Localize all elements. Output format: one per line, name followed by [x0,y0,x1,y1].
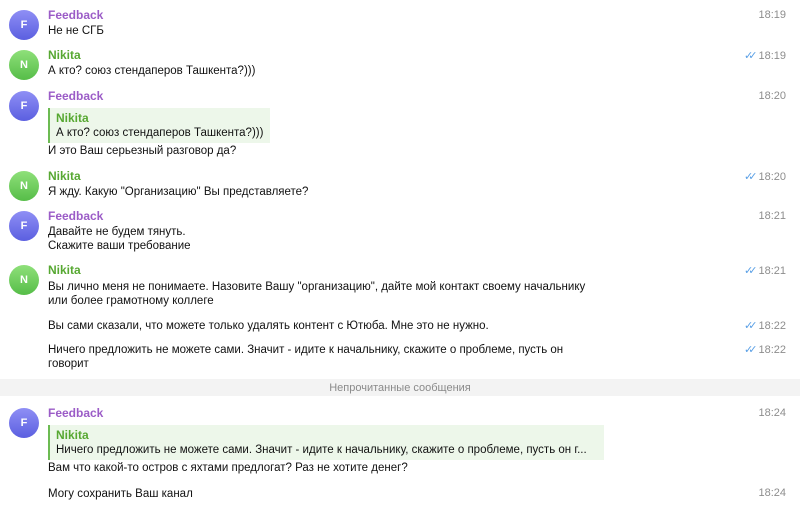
sender-name[interactable]: Feedback [48,406,104,420]
message-time [758,407,786,419]
message-time [758,487,786,499]
message-time [758,210,786,222]
sender-name[interactable]: Feedback [48,209,104,223]
time-value: 18:21 [758,264,786,277]
sender-name[interactable]: Feedback [48,8,104,22]
time-value: 18:22 [758,319,786,332]
unread-divider: Непрочитанные сообщения [0,379,800,396]
quote-sender: Nikita [56,428,89,442]
time-value: 18:24 [758,407,786,419]
message-text: Вы сами сказали, что можете только удалять контент с Ютюба. Мне это не нужно. [48,320,489,332]
double-check-icon: ✓✓ [744,320,753,332]
avatar[interactable]: F [9,91,39,121]
reply-quote[interactable] [48,108,270,143]
message-time [744,49,786,62]
double-check-icon: ✓✓ [744,50,753,62]
message-text: или более грамотному коллеге [48,295,214,307]
time-value: 18:21 [758,210,786,222]
avatar[interactable]: F [9,211,39,241]
message-text: Вы лично меня не понимаете. Назовите Вашу "организацию", дайте мой контакт своему начальнику [48,281,586,293]
quote-text: Ничего предложить не можете сами. Значит - идите к начальнику, скажите о проблеме, пусть он г... [56,444,587,456]
avatar[interactable]: F [9,408,39,438]
message-text: говорит [48,358,89,370]
message-text: И это Ваш серьезный разговор да? [48,145,237,157]
sender-name[interactable]: Feedback [48,89,104,103]
message-time [744,264,786,277]
avatar[interactable]: N [9,265,39,295]
double-check-icon: ✓✓ [744,344,753,356]
message-text: Ничего предложить не можете сами. Значит - идите к начальнику, скажите о проблеме, пусть он [48,344,564,356]
message-text: Вам что какой-то остров с яхтами предлогат? Раз не хотите денег? [48,462,408,474]
sender-name[interactable]: Nikita [48,48,81,62]
message-text: Я жду. Какую "Организацию" Вы представляете? [48,186,309,198]
double-check-icon: ✓✓ [744,171,753,183]
avatar[interactable]: N [9,50,39,80]
message-text: Могу сохранить Ваш канал [48,488,193,500]
time-value: 18:24 [758,487,786,499]
time-value: 18:22 [758,343,786,356]
sender-name[interactable]: Nikita [48,169,81,183]
message-time [744,343,786,356]
message-text: Скажите ваши требование [48,240,191,252]
sender-name[interactable]: Nikita [48,263,81,277]
quote-text: А кто? союз стендаперов Ташкента?))) [56,127,264,139]
message-text: Давайте не будем тянуть. [48,226,186,238]
time-value: 18:19 [758,49,786,62]
avatar[interactable]: N [9,171,39,201]
avatar[interactable]: F [9,10,39,40]
message-time [744,319,786,332]
time-value: 18:20 [758,170,786,183]
message-time [758,9,786,21]
time-value: 18:20 [758,90,786,102]
reply-quote[interactable] [48,425,604,460]
message-text: А кто? союз стендаперов Ташкента?))) [48,65,256,77]
message-time [744,170,786,183]
message-text: Не не СГБ [48,25,104,37]
message-time [758,90,786,102]
quote-sender: Nikita [56,111,89,125]
time-value: 18:19 [758,9,786,21]
double-check-icon: ✓✓ [744,265,753,277]
